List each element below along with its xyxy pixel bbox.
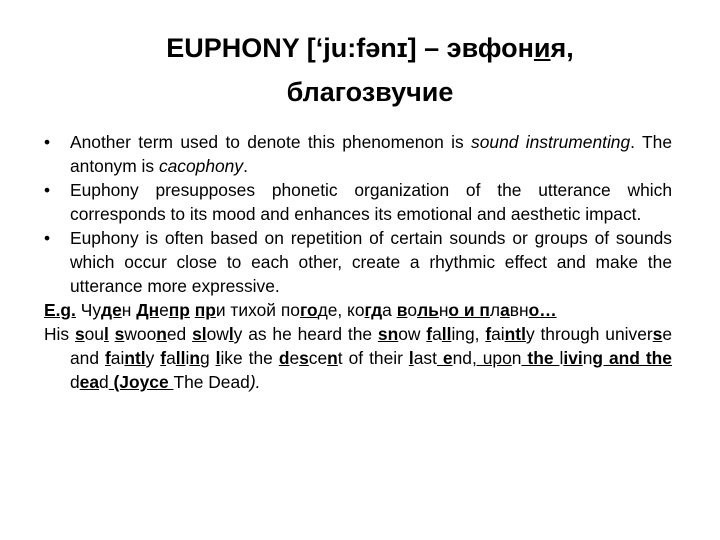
highlighted-sound: пр: [194, 300, 216, 320]
text-segment: nd: [452, 348, 472, 368]
highlighted-sound: гд: [364, 300, 383, 320]
slide-body: [44, 130, 672, 394]
highlighted-sound: l: [521, 324, 526, 344]
text-segment: woo: [124, 324, 157, 344]
slide-title: [90, 26, 650, 114]
text-segment: Чу: [80, 300, 102, 320]
example-label: E.g.: [44, 300, 76, 320]
highlighted-sound: f: [485, 324, 492, 344]
highlighted-sound: ivi: [563, 348, 583, 368]
text-segment: ast: [413, 348, 437, 368]
bullet-text: Another term used to denote this phenomenon is: [70, 132, 472, 152]
highlighted-sound: sl: [192, 324, 207, 344]
bullet-icon: •: [44, 180, 51, 200]
text-segment: d: [99, 372, 109, 392]
title-line-1: [90, 26, 650, 70]
text-segment: ow: [398, 324, 427, 344]
title-line-2: благозвучие: [286, 77, 454, 107]
text-segment: о: [407, 300, 418, 320]
text-segment: де, ко: [317, 300, 365, 320]
text-segment: ce: [308, 348, 328, 368]
text-segment: y through univer: [525, 324, 653, 344]
text-segment: a: [166, 348, 176, 368]
bullet-text: . The antonym is: [70, 132, 672, 176]
highlighted-sound: Дн: [136, 300, 160, 320]
highlighted-sound: (Joyce: [108, 372, 174, 392]
highlighted-sound: s: [652, 324, 663, 344]
highlighted-sound: ll: [441, 324, 452, 344]
highlighted-sound: l: [103, 324, 109, 344]
example-russian: [44, 298, 672, 322]
highlighted-sound: а: [500, 300, 510, 320]
text-segment: вн: [509, 300, 529, 320]
term-cacophony: cacophony: [158, 156, 244, 176]
bullet-icon: •: [44, 228, 51, 248]
text-segment: ai: [110, 348, 125, 368]
text-segment: л: [489, 300, 501, 320]
highlighted-sound: l: [140, 348, 146, 368]
text-segment: y as he heard the: [233, 324, 378, 344]
text-segment: ike the: [220, 348, 279, 368]
text-segment: ou: [84, 324, 104, 344]
bullet-icon: •: [44, 132, 51, 152]
bullet-text: .: [243, 156, 248, 176]
bullet-item-phonetic-organization: [44, 178, 672, 226]
title-underlined-letter: и: [533, 33, 551, 63]
text-segment: The Dead: [173, 372, 250, 392]
highlighted-sound: пр: [168, 300, 190, 320]
highlighted-sound: , upo: [471, 348, 512, 368]
text-segment: n: [511, 348, 522, 368]
highlighted-sound: ль: [417, 300, 439, 320]
highlighted-sound: l: [408, 348, 414, 368]
highlighted-sound: ll: [175, 348, 186, 368]
bullet-text: Euphony presupposes phonetic organization of the utterance which corresponds to its mood and enhances its emotional and aesthetic impact.: [70, 180, 672, 224]
text-segment: ing,: [451, 324, 486, 344]
highlighted-sound: nt: [124, 348, 141, 368]
highlighted-sound: го: [299, 300, 318, 320]
highlighted-sound: the: [521, 348, 560, 368]
text-segment: His: [44, 324, 75, 344]
highlighted-sound: s: [74, 324, 85, 344]
text-segment: d: [70, 372, 80, 392]
text-segment: e and: [70, 324, 673, 368]
text-segment: l: [559, 348, 564, 368]
text-segment: t of their: [337, 348, 409, 368]
highlighted-sound: ea: [79, 372, 100, 392]
term-sound-instrumenting: sound instrumenting: [471, 132, 631, 152]
highlighted-sound: nt: [504, 324, 522, 344]
bullet-text: Euphony is often based on repetition of certain sounds or groups of sounds which occur close to each other, create a rhythmic effect and make the utterance more expressive.: [70, 228, 672, 296]
highlighted-sound: g and the: [592, 348, 672, 368]
title-text-segment: EUPHONY [‘ju:fənɪ] – эвфон: [166, 33, 534, 63]
text-segment: а: [382, 300, 397, 320]
text-segment: и тихой по: [215, 300, 300, 320]
text-segment: e: [289, 348, 300, 368]
highlighted-sound: о…: [528, 300, 557, 320]
text-segment: i: [185, 348, 190, 368]
highlighted-sound: l: [228, 324, 234, 344]
highlighted-sound: s: [114, 324, 125, 344]
highlighted-sound: n: [327, 348, 338, 368]
text-segment: е: [159, 300, 169, 320]
text-segment: ow: [206, 324, 229, 344]
text-segment: y: [145, 348, 161, 368]
highlighted-sound: d: [278, 348, 290, 368]
bullet-item-sound-instrumenting: [44, 130, 672, 178]
title-text-segment: я,: [550, 33, 574, 63]
work-title-the-dead: ).: [249, 372, 261, 392]
highlighted-sound: в: [396, 300, 408, 320]
highlighted-sound: n: [189, 348, 200, 368]
highlighted-sound: о и п: [448, 300, 490, 320]
text-segment: n: [582, 348, 593, 368]
highlighted-sound: де: [101, 300, 122, 320]
highlighted-sound: f: [160, 348, 167, 368]
highlighted-sound: e: [436, 348, 453, 368]
highlighted-sound: f: [105, 348, 111, 368]
highlighted-sound: sn: [377, 324, 399, 344]
highlighted-sound: l: [215, 348, 221, 368]
text-segment: g: [199, 348, 216, 368]
text-segment: a: [432, 324, 442, 344]
text-segment: н: [121, 300, 137, 320]
highlighted-sound: s: [299, 348, 309, 368]
highlighted-sound: f: [426, 324, 433, 344]
text-segment: ed: [166, 324, 193, 344]
highlighted-sound: n: [156, 324, 167, 344]
example-english: [44, 322, 672, 394]
bullet-item-repetition: [44, 226, 672, 298]
text-segment: н: [438, 300, 449, 320]
text-segment: ai: [491, 324, 505, 344]
